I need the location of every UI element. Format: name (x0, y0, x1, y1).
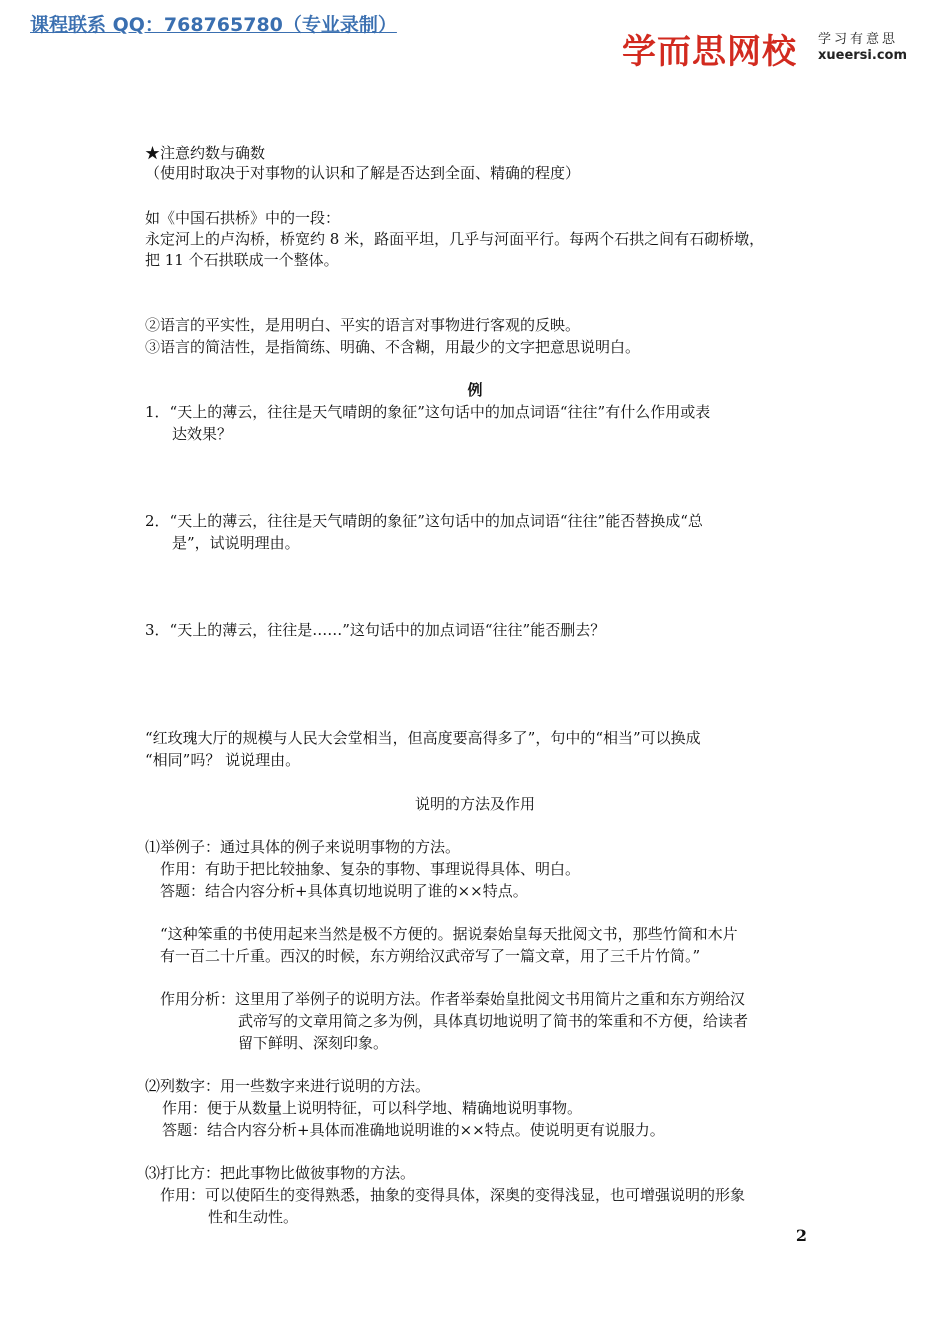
note-title: ★注意约数与确数 (145, 144, 266, 162)
method-1-analysis-2: 武帝写的文章用简之多为例，具体真切地说明了简书的笨重和不方便，给读者 (238, 1012, 749, 1030)
page-number: 2 (795, 1226, 807, 1245)
example-intro: 如《中国石拱桥》中的一段： (145, 209, 341, 227)
practice-line-1: “红玫瑰大厅的规模与人民大会堂相当，但高度要高得多了”，句中的“相当”可以换成 (145, 729, 701, 747)
method-1-analysis-3: 留下鲜明、深刻印象。 (238, 1034, 389, 1052)
method-2-effect: 作用：便于从数量上说明特征，可以科学地、精确地说明事物。 (162, 1099, 583, 1117)
question-3: 3．“天上的薄云，往往是……”这句话中的加点词语“往往”能否删去？ (145, 621, 606, 639)
method-2-answer: 答题：结合内容分析+具体而准确地说明谁的××特点。使说明更有说服力。 (162, 1121, 665, 1139)
method-1-quote-2: 有一百二十斤重。西汉的时候，东方朔给汉武帝写了一篇文章，用了三千片竹简。” (160, 947, 701, 965)
method-1-answer: 答题：结合内容分析+具体真切地说明了谁的××特点。 (160, 882, 528, 900)
example-text-2: 把 11 个石拱联成一个整体。 (145, 251, 339, 269)
logo-url: xueersi.com (818, 48, 908, 63)
method-3-effect-1: 作用：可以使陌生的变得熟悉，抽象的变得具体，深奥的变得浅显，也可增强说明的形象 (160, 1186, 746, 1204)
method-3-title: ⑶打比方：把此事物比做彼事物的方法。 (145, 1164, 416, 1182)
section-heading: 说明的方法及作用 (414, 795, 535, 813)
question-1-line-1: 1．“天上的薄云，往往是天气晴朗的象征”这句话中的加点词语“往往”有什么作用或表 (145, 403, 711, 421)
question-2-line-1: 2．“天上的薄云，往往是天气晴朗的象征”这句话中的加点词语“往往”能否替换成“总 (145, 512, 703, 530)
method-1-effect: 作用：有助于把比较抽象、复杂的事物、事理说得具体、明白。 (160, 860, 581, 878)
example-text-1: 永定河上的卢沟桥，桥宽约 8 米，路面平坦，几乎与河面平行。每两个石拱之间有石砌桥墩， (145, 230, 765, 248)
question-1-line-2: 达效果？ (172, 425, 233, 443)
method-3-effect-2: 性和生动性。 (208, 1208, 299, 1226)
note-detail: （使用时取决于对事物的认识和了解是否达到全面、精确的程度） (145, 164, 581, 182)
method-1-title: ⑴举例子：通过具体的例子来说明事物的方法。 (145, 838, 461, 856)
method-2-title: ⑵列数字：用一些数字来进行说明的方法。 (145, 1077, 431, 1095)
method-1-analysis-1: 作用分析：这里用了举例子的说明方法。作者举秦始皇批阅文书用简片之重和东方朔给汉 (160, 990, 746, 1008)
example-heading: 例 (467, 381, 483, 399)
practice-line-2: “相同”吗？ 说说理由。 (145, 751, 301, 769)
xueersi-logo (622, 24, 912, 70)
language-plain: ②语言的平实性，是用明白、平实的语言对事物进行客观的反映。 (145, 316, 581, 334)
logo-slogan: 学习有意思 (818, 32, 899, 47)
language-concise: ③语言的简洁性，是指简练、明确、不含糊，用最少的文字把意思说明白。 (145, 338, 641, 356)
method-1-quote-1: “这种笨重的书使用起来当然是极不方便的。据说秦始皇每天批阅文书，那些竹简和木片 (160, 925, 738, 943)
contact-link[interactable]: 课程联系 QQ：768765780（专业录制） (30, 14, 397, 36)
logo-name: 学而思网校 (622, 32, 797, 72)
question-2-line-2: 是”，试说明理由。 (172, 534, 300, 552)
